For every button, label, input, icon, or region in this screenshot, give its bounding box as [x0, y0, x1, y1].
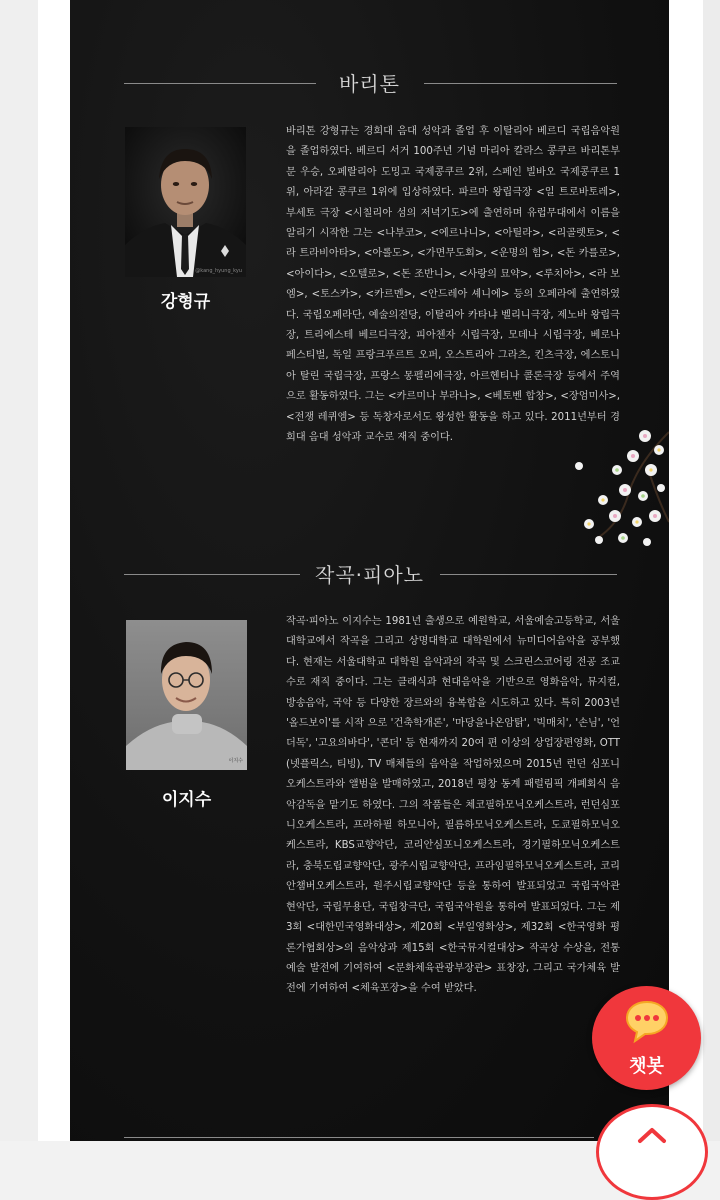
flower-decoration	[559, 412, 669, 562]
section-divider	[124, 1137, 594, 1138]
section-header-baritone	[70, 68, 669, 98]
page-margin-right	[703, 0, 720, 1141]
section-title: 작곡·피아노	[315, 563, 424, 587]
person-name: 강형규	[160, 292, 211, 312]
scroll-top-button[interactable]	[596, 1104, 708, 1200]
page-gutter-left	[38, 0, 70, 1141]
photo-watermark: @kang_hyung_kyu	[195, 268, 242, 274]
chevron-up-icon	[636, 1125, 668, 1145]
person-name: 이지수	[161, 790, 212, 810]
chatbot-button[interactable]	[592, 986, 701, 1090]
page-margin-left	[0, 0, 38, 1141]
section-title: 바리톤	[339, 72, 400, 96]
person-photo-lee	[126, 620, 247, 770]
photo-watermark: 이지수	[228, 758, 243, 764]
chat-bubble-icon	[623, 998, 671, 1044]
person-photo-kang	[125, 127, 246, 277]
chatbot-label: 챗봇	[629, 1056, 664, 1077]
person-bio: 바리톤 강형규는 경희대 음대 성악과 졸업 후 이탈리아 베르디 국립음악원을 졸업하였다. 베르디 서거 100주년 기념 마리아 칼라스 콩쿠르 바리톤부문 우승, 오페랄리아 도밍고 국제콩쿠르 2위, 스페인 빌바오 국제콩쿠르 1위, 아라갈 콩쿠르 1위에 입상하였다. 파르마 왕립극장 <일 트로바토레>, 부세토 극장 <시칠리아 섬의 저녁기도>에 출연하며 유럽무대에서 이름을 알리기 시작한 그는 <나부코>, <에르나니>, <아틸라>, <리골렛토>, <라 트라비아타>, <아롤도>, <가면무도회>, <운명의 힘>, <돈 카를로>, <아이다>, <오텔로>, <돈 조반니>, <사랑의 묘약>, <루치아>, <라 보엠>, <토스카>, <카르멘>, <안드레아 셰니에> 등의 오페라에 출연하였다. 국립오페라단, 예술의전당, 이탈리아 카타냐 벨리니극장, 제노바 왕립극장, 트리에스테 베르디극장, 피아첸자 시립극장, 모데나 시립극장, 베로나 페스티벌, 독일 프랑크푸르트 오퍼, 오스트리아 그라츠, 킨츠극장, 에스토니아 탈린 국립극장, 프랑스 몽펠리에극장, 아르헨티나 콜론극장 등에서 주역으로 활동하였다. 그는 <카르미나 부라나>, <베토벤 합창>, <장엄미사>, <전쟁 레퀴엠> 등 독창자로서도 왕성한 활동을 하고 있다. 2011년부터 경희대 음대 성악과 교수로 재직 중이다.	[286, 126, 620, 444]
content-panel	[70, 0, 669, 1141]
section-header-composer	[70, 559, 669, 589]
person-bio: 작곡·피아노 이지수는 1981년 출생으로 예원학교, 서울예술고등학교, 서울대학교에서 작곡을 그리고 상명대학교 대학원에서 뉴미디어음악을 공부했다. 현재는 서울대학교 대학원 음악과의 작곡 및 스크린스코어링 전공 조교수로 재직 중이다. 그는 클래식과 현대음악을 기반으로 영화음악, 뮤지컬, 방송음악, 국악 등 다양한 장르와의 융복합을 시도하고 있다. 특히 2003년 '올드보이'를 시작 으로 '건축학개론', '마당을나온암탉', '빅매치', '손님', '언더독', '고요의바다', '콘더' 등 현재까지 20여 편 이상의 상업장편영화, OTT(넷플릭스, 티빙), TV 매체들의 음악을 작업하였으며 2015년 런던 심포니오케스트라와 앨범을 발매하였고, 2018년 평창 동계 패럴림픽 개폐회식 음악감독을 맡기도 하였다. 그의 작품들은 체코필하모닉오케스트라, 런던심포니오케스트라, 프라하필 하모니아, 필름하모닉오케스트라, 도쿄필하모닉오케스트라, KBS교향악단, 코리안심포니오케스트라, 경기필하모닉오케스트라, 충북도립교향악단, 광주시립교향악단, 프라임필하모닉오케스트라, 코리안챔버오케스트라, 원주시립교향악단 등을 통하여 발표되었고 국립국악관현악단, 국립무용단, 국립창극단, 국립국악원을 통하여 발표되었다. 그는 제3회 <대한민국영화대상>, 제20회 <부일영화상>, 제32회 <한국영화 평론가협회상>의 음악상과 제15회 <한국뮤지컬대상> 작곡상 수상을, 전통예술 발전에 기여하여 <문화체육관광부장관> 표창장, 그리고 국가체육 발전에 기여하여 <체육포장>을 수여 받았다.	[286, 616, 620, 995]
page-gutter-right	[669, 0, 703, 1141]
